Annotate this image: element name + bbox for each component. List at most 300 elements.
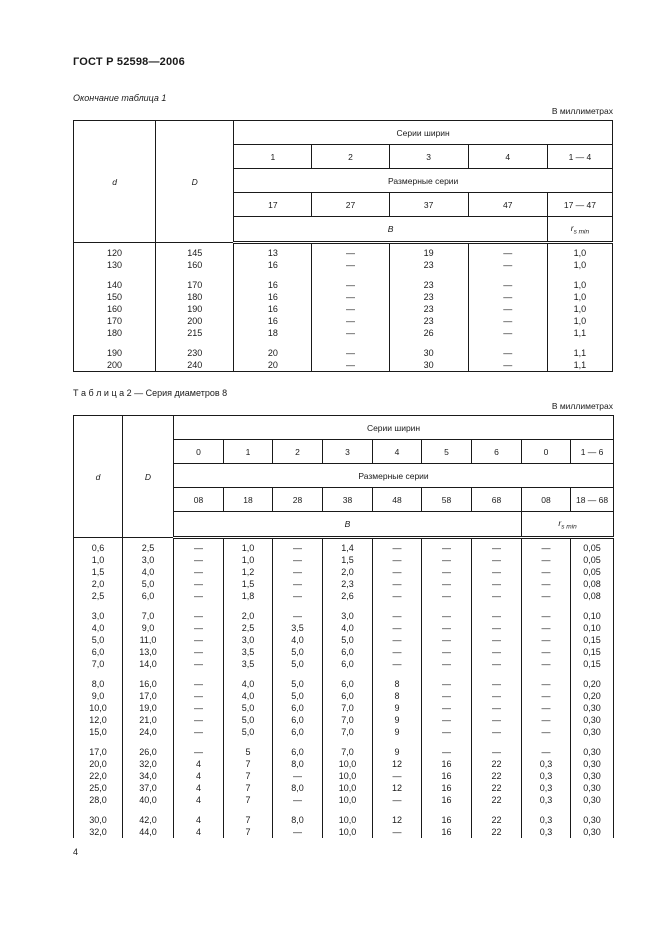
table-cell-empty	[174, 670, 224, 678]
table1-size-series-37: 37	[389, 193, 468, 217]
table-cell: 16	[422, 770, 472, 782]
table-cell: —	[273, 610, 323, 622]
table-cell: —	[273, 554, 323, 566]
table-cell: 16	[422, 814, 472, 826]
table2-size-series-18: 18	[224, 488, 273, 512]
table-cell: —	[522, 678, 571, 690]
table-cell-empty	[234, 271, 312, 279]
table-cell: 17,0	[74, 746, 123, 758]
table-row	[74, 770, 614, 782]
table-cell: —	[472, 702, 522, 714]
table-cell: —	[373, 770, 422, 782]
table-cell-empty	[422, 670, 472, 678]
table-cell: 4	[174, 770, 224, 782]
table-cell: 18	[234, 327, 312, 339]
table-cell-empty	[123, 602, 174, 610]
table-header-row	[74, 121, 613, 145]
table-cell: —	[422, 634, 472, 646]
table-cell: —	[472, 566, 522, 578]
table-cell: 9,0	[74, 690, 123, 702]
table2-width-series-4: 4	[373, 440, 422, 464]
table-cell: 22	[472, 826, 522, 838]
table-cell: 16	[234, 291, 312, 303]
table2-width-series-2: 2	[273, 440, 323, 464]
table-cell: 16	[422, 794, 472, 806]
table-row	[74, 554, 614, 566]
table-cell: 120	[74, 243, 156, 260]
table-cell: 3,0	[74, 610, 123, 622]
table-row	[74, 658, 614, 670]
table1-width-series-range: 1 — 4	[547, 145, 612, 169]
table2-width-series-5: 5	[422, 440, 472, 464]
table-cell: 8,0	[74, 678, 123, 690]
table-cell: 0,3	[522, 814, 571, 826]
table-cell: —	[373, 646, 422, 658]
table-cell-empty	[312, 339, 389, 347]
table-cell-empty	[323, 602, 373, 610]
table-cell: 22	[472, 814, 522, 826]
table-row	[74, 714, 614, 726]
table-gap-row	[74, 271, 613, 279]
table-cell-empty	[373, 806, 422, 814]
table-cell: —	[174, 538, 224, 555]
table-cell: —	[468, 279, 547, 291]
table-cell: —	[522, 634, 571, 646]
table-cell: 240	[156, 359, 234, 372]
table-cell: 1,8	[224, 590, 273, 602]
table-cell: 16	[234, 315, 312, 327]
table-cell: 0,3	[522, 758, 571, 770]
table-row	[74, 566, 614, 578]
table-row	[74, 622, 614, 634]
table-cell: 2,0	[224, 610, 273, 622]
table-cell: 7,0	[74, 658, 123, 670]
table-cell: 0,10	[571, 622, 614, 634]
table-row	[74, 610, 614, 622]
table-cell: 10,0	[323, 782, 373, 794]
table-row	[74, 758, 614, 770]
table-gap-row	[74, 738, 614, 746]
table-cell-empty	[74, 806, 123, 814]
table-cell: 2,5	[224, 622, 273, 634]
table-cell-empty	[373, 602, 422, 610]
table-cell: —	[422, 538, 472, 555]
table-row	[74, 578, 614, 590]
table-cell-empty	[224, 670, 273, 678]
table2-size-series-label: Размерные серии	[174, 464, 614, 488]
table-cell: 230	[156, 347, 234, 359]
table-cell: 22,0	[74, 770, 123, 782]
table-cell: —	[273, 794, 323, 806]
table-row	[74, 702, 614, 714]
table-cell: 0,10	[571, 610, 614, 622]
table-cell: 7	[224, 782, 273, 794]
table-cell-empty	[273, 670, 323, 678]
table-cell: 23	[389, 291, 468, 303]
table-cell: —	[468, 291, 547, 303]
table-cell: 0,30	[571, 782, 614, 794]
table-cell: —	[422, 566, 472, 578]
table-cell: 23	[389, 279, 468, 291]
table-cell: —	[522, 622, 571, 634]
table-cell: —	[472, 538, 522, 555]
table-cell: 12	[373, 814, 422, 826]
table-cell-empty	[522, 806, 571, 814]
table-cell: —	[373, 826, 422, 838]
table-cell: —	[373, 566, 422, 578]
table1-r-label-sub: s min	[573, 228, 590, 236]
table-cell: 2,0	[74, 578, 123, 590]
table-row	[74, 538, 614, 555]
table-row	[74, 291, 613, 303]
table1-width-series-4: 4	[468, 145, 547, 169]
table-cell-empty	[74, 602, 123, 610]
table-cell: —	[312, 291, 389, 303]
table-cell: 9	[373, 714, 422, 726]
table-cell: —	[422, 610, 472, 622]
table-cell: —	[468, 347, 547, 359]
table-cell: 8,0	[273, 758, 323, 770]
table-cell: 8,0	[273, 814, 323, 826]
table-cell-empty	[224, 602, 273, 610]
table1-size-series-27: 27	[312, 193, 389, 217]
table1-width-series-3: 3	[389, 145, 468, 169]
table-cell: —	[312, 303, 389, 315]
table-cell: 0,30	[571, 758, 614, 770]
table2-size-series-68: 68	[472, 488, 522, 512]
table-cell: 5,0	[323, 634, 373, 646]
table-cell: 2,5	[74, 590, 123, 602]
table1-b-label: B	[234, 217, 548, 243]
table-cell: 1,0	[224, 554, 273, 566]
table-cell: 5	[224, 746, 273, 758]
table-row	[74, 746, 614, 758]
table-cell: 0,08	[571, 590, 614, 602]
table1-col-D: D	[156, 121, 234, 243]
table-cell: 160	[156, 259, 234, 271]
table-cell: 6,0	[74, 646, 123, 658]
table-cell: 0,3	[522, 826, 571, 838]
table-cell: 10,0	[323, 770, 373, 782]
table1-width-series-2: 2	[312, 145, 389, 169]
table-cell: —	[273, 578, 323, 590]
table-cell: 7,0	[323, 726, 373, 738]
table-cell-empty	[312, 271, 389, 279]
table-cell: —	[312, 259, 389, 271]
table-cell: —	[468, 243, 547, 260]
table2-b-label: B	[174, 512, 522, 538]
table-cell: 0,30	[571, 726, 614, 738]
table-cell: 8	[373, 678, 422, 690]
table-row	[74, 303, 613, 315]
table-cell: 7	[224, 758, 273, 770]
table2-r-label-sub: s min	[561, 523, 577, 531]
table-cell: —	[472, 646, 522, 658]
table-cell: 6,0	[323, 658, 373, 670]
table-cell-empty	[468, 271, 547, 279]
table1-width-series-1: 1	[234, 145, 312, 169]
table-row	[74, 814, 614, 826]
table-cell: 1,0	[547, 279, 612, 291]
table-cell: 5,0	[224, 726, 273, 738]
table2-width-series-range: 1 — 6	[571, 440, 614, 464]
table-cell-empty	[234, 339, 312, 347]
table-cell: 20,0	[74, 758, 123, 770]
table-cell: 0,15	[571, 658, 614, 670]
table-cell: 25,0	[74, 782, 123, 794]
table-cell: —	[273, 538, 323, 555]
table-cell: 6,0	[323, 690, 373, 702]
table-cell: —	[174, 578, 224, 590]
table-cell: 0,30	[571, 814, 614, 826]
table2-width-series-6: 6	[472, 440, 522, 464]
table-cell: 4	[174, 794, 224, 806]
table-cell: —	[472, 622, 522, 634]
table-cell: —	[468, 327, 547, 339]
table-cell: 23	[389, 303, 468, 315]
table-cell: 30,0	[74, 814, 123, 826]
table-cell: —	[422, 646, 472, 658]
table-cell-empty	[323, 806, 373, 814]
table-cell: —	[522, 702, 571, 714]
table-cell: 22	[472, 758, 522, 770]
table-cell: 7,0	[323, 702, 373, 714]
table-cell: 19,0	[123, 702, 174, 714]
table-cell-empty	[571, 602, 614, 610]
table2-r-label	[522, 512, 614, 538]
table-cell-empty	[123, 738, 174, 746]
table-cell: —	[472, 678, 522, 690]
table-cell: 1,5	[224, 578, 273, 590]
table-cell: 7	[224, 794, 273, 806]
table1-size-series-label: Размерные серии	[234, 169, 613, 193]
table-cell-empty	[74, 738, 123, 746]
table-cell: —	[174, 746, 224, 758]
table-cell: —	[422, 746, 472, 758]
table2-size-series-08b: 08	[522, 488, 571, 512]
table-cell: —	[472, 590, 522, 602]
table-cell: —	[312, 243, 389, 260]
table-cell: —	[422, 578, 472, 590]
table-cell: 5,0	[273, 678, 323, 690]
table-cell: 4,0	[224, 678, 273, 690]
table1-header	[74, 121, 613, 243]
table-cell: 10,0	[323, 758, 373, 770]
table-cell: 8	[373, 690, 422, 702]
table-cell: 6,0	[273, 726, 323, 738]
table-cell: 3,5	[273, 622, 323, 634]
table-cell: 12	[373, 782, 422, 794]
table-cell: 1,0	[74, 554, 123, 566]
table-cell-empty	[389, 339, 468, 347]
table-cell: —	[373, 538, 422, 555]
table-cell: 12,0	[74, 714, 123, 726]
table-cell: 8,0	[273, 782, 323, 794]
table-row	[74, 782, 614, 794]
table-cell: —	[422, 678, 472, 690]
table-cell: —	[522, 646, 571, 658]
table-cell: —	[422, 554, 472, 566]
table-cell: —	[174, 726, 224, 738]
table-cell: —	[373, 634, 422, 646]
table-gap-row	[74, 602, 614, 610]
table-cell-empty	[389, 271, 468, 279]
table-cell: 28,0	[74, 794, 123, 806]
table-cell-empty	[422, 602, 472, 610]
table2	[73, 415, 614, 838]
table-cell: —	[472, 690, 522, 702]
table-cell: 12	[373, 758, 422, 770]
table-cell: —	[273, 566, 323, 578]
table-cell: —	[174, 566, 224, 578]
table-cell-empty	[472, 738, 522, 746]
table-row	[74, 726, 614, 738]
table-cell: —	[468, 315, 547, 327]
table-cell: 7	[224, 814, 273, 826]
table-row	[74, 327, 613, 339]
table2-col-D: D	[123, 416, 174, 538]
table-cell: 10,0	[323, 794, 373, 806]
table-cell: 6,0	[273, 714, 323, 726]
table-cell: 21,0	[123, 714, 174, 726]
table1-continuation-note: Окончание таблица 1	[73, 93, 167, 103]
table-row	[74, 646, 614, 658]
table-cell: 2,5	[123, 538, 174, 555]
table-cell: 30	[389, 347, 468, 359]
table-cell: —	[373, 610, 422, 622]
table-cell-empty	[323, 670, 373, 678]
table-cell: 15,0	[74, 726, 123, 738]
table-cell: 0,30	[571, 746, 614, 758]
table-cell: 10,0	[323, 814, 373, 826]
table-cell: 0,30	[571, 770, 614, 782]
table-cell: —	[422, 726, 472, 738]
table-cell: —	[472, 658, 522, 670]
table-cell: —	[373, 578, 422, 590]
table-cell: 24,0	[123, 726, 174, 738]
table-cell: 4,0	[224, 690, 273, 702]
table-row	[74, 590, 614, 602]
table-cell: —	[373, 622, 422, 634]
table-cell: —	[472, 554, 522, 566]
table-cell: 0,3	[522, 782, 571, 794]
table-cell-empty	[174, 738, 224, 746]
table2-header	[74, 416, 614, 538]
table-cell: 6,0	[323, 646, 373, 658]
table-cell: —	[422, 622, 472, 634]
table-cell-empty	[273, 602, 323, 610]
table1-width-series-label: Серии ширин	[234, 121, 613, 145]
table-cell: 1,5	[323, 554, 373, 566]
table-cell: 0,20	[571, 678, 614, 690]
table-cell-empty	[571, 670, 614, 678]
table-cell: —	[174, 622, 224, 634]
table-cell: 5,0	[224, 702, 273, 714]
table-row	[74, 826, 614, 838]
table-cell: 1,4	[323, 538, 373, 555]
table1-r-label-base: r	[570, 222, 574, 233]
table-cell-empty	[522, 602, 571, 610]
table-cell: 5,0	[123, 578, 174, 590]
table-row	[74, 690, 614, 702]
table-cell: 0,3	[522, 794, 571, 806]
table-cell: —	[174, 678, 224, 690]
table-cell: 150	[74, 291, 156, 303]
table-cell: —	[273, 590, 323, 602]
table-cell: —	[174, 702, 224, 714]
table-cell: —	[174, 690, 224, 702]
table-cell: 1,0	[547, 291, 612, 303]
table-row	[74, 634, 614, 646]
table2-width-series-label: Серии ширин	[174, 416, 614, 440]
table1-size-series-range: 17 — 47	[547, 193, 612, 217]
table2-size-series-58: 58	[422, 488, 472, 512]
table-cell: 22	[472, 770, 522, 782]
table-cell: 4,0	[74, 622, 123, 634]
table-cell: —	[422, 590, 472, 602]
table-cell: 13,0	[123, 646, 174, 658]
table-cell: 4,0	[273, 634, 323, 646]
table-cell-empty	[547, 339, 612, 347]
table-cell: 1,1	[547, 359, 612, 372]
table-cell: 16	[234, 279, 312, 291]
table-cell: 1,0	[547, 303, 612, 315]
table-cell: 17,0	[123, 690, 174, 702]
table-cell: —	[522, 658, 571, 670]
table-cell: 3,0	[123, 554, 174, 566]
table-cell: 1,0	[547, 243, 612, 260]
table-cell: 6,0	[273, 746, 323, 758]
table-cell: 0,30	[571, 826, 614, 838]
table-cell-empty	[74, 271, 156, 279]
table-cell: 0,30	[571, 714, 614, 726]
table-cell-empty	[468, 339, 547, 347]
table-cell: 9,0	[123, 622, 174, 634]
table-cell: —	[312, 327, 389, 339]
table-cell: 30	[389, 359, 468, 372]
table-cell-empty	[174, 806, 224, 814]
table-cell: 7	[224, 826, 273, 838]
table-cell-empty	[273, 806, 323, 814]
table-cell: —	[422, 690, 472, 702]
table-cell: 23	[389, 259, 468, 271]
table-cell: 16	[234, 259, 312, 271]
table-cell: 26,0	[123, 746, 174, 758]
table-cell: 0,6	[74, 538, 123, 555]
table-cell-empty	[224, 806, 273, 814]
table-cell-empty	[123, 806, 174, 814]
table-cell-empty	[373, 738, 422, 746]
table-cell-empty	[156, 339, 234, 347]
table-cell: 20	[234, 359, 312, 372]
table-header-row	[74, 416, 614, 440]
table-cell: 4	[174, 826, 224, 838]
table-cell-empty	[224, 738, 273, 746]
table-cell-empty	[472, 670, 522, 678]
table-cell: —	[373, 554, 422, 566]
table-cell: —	[522, 554, 571, 566]
table-cell: 10,0	[74, 702, 123, 714]
table-cell: —	[373, 794, 422, 806]
table-cell: —	[312, 279, 389, 291]
table-cell: 19	[389, 243, 468, 260]
table1-size-series-17: 17	[234, 193, 312, 217]
table-cell: 5,0	[273, 658, 323, 670]
table-cell: 200	[156, 315, 234, 327]
table-cell: —	[174, 554, 224, 566]
table1-r-label	[547, 217, 612, 243]
table-cell-empty	[273, 738, 323, 746]
